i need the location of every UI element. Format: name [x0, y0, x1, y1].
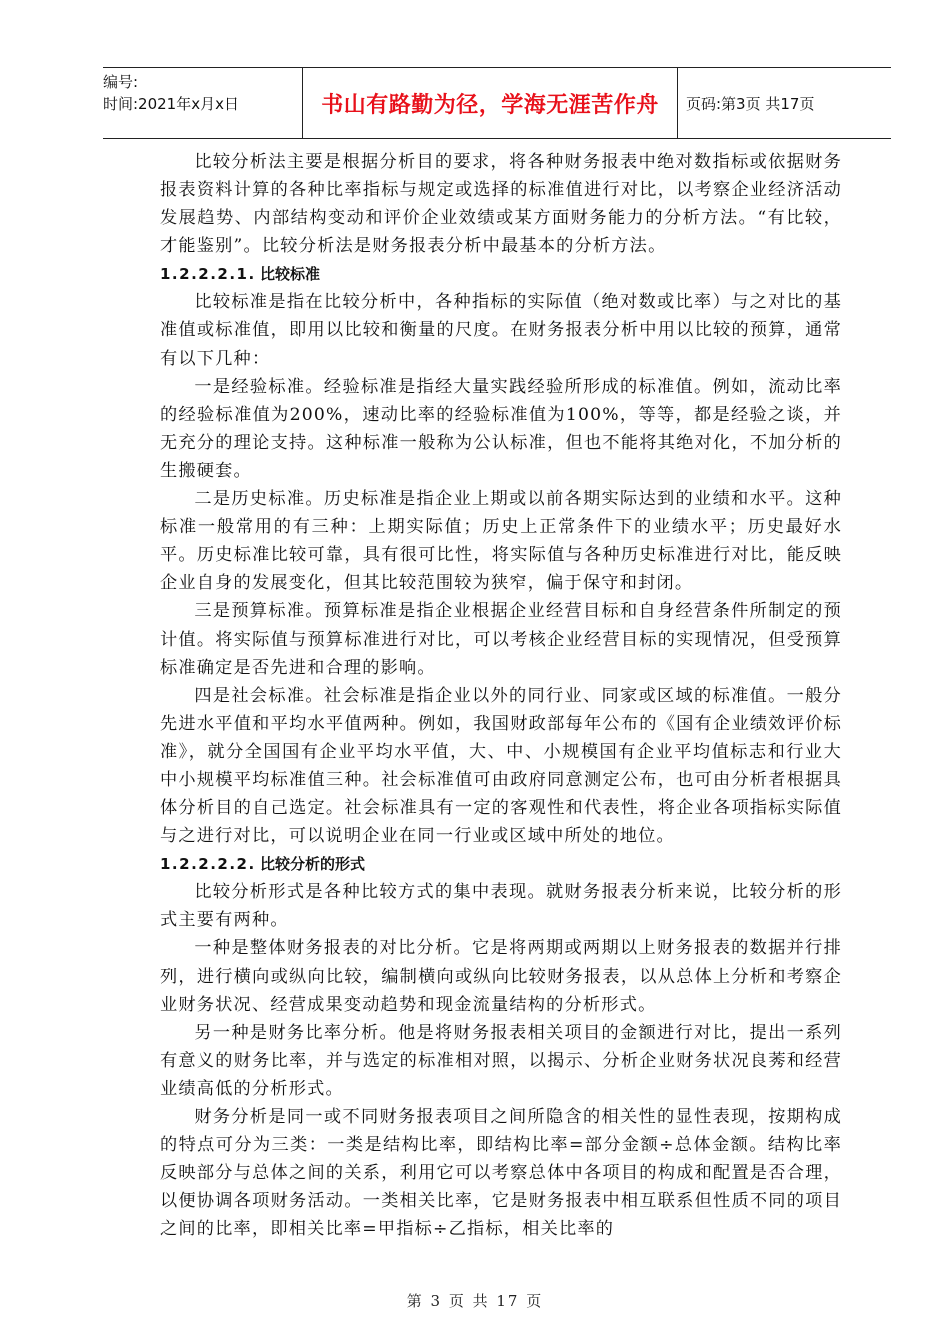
paragraph: 比较分析形式是各种比较方式的集中表现。就财务报表分析来说，比较分析的形式主要有两种。: [160, 882, 842, 931]
paragraph: 四是社会标准。社会标准是指企业以外的同行业、同家或区域的标准值。一般分先进水平值和平均水平值两种。例如，我国财政部每年公布的《国有企业绩效评价标准》，就分全国国有企业平均水平值，大、中、小规模国有企业平均值标志和行业大中小规模平均标准值三种。社会标准值可由政府同意测定公布，也可由分析者根据具体分析目的自己选定。社会标准具有一定的客观性和代表性，将企业各项指标实际值与之进行对比，可以说明企业在同一行业或区域中所处的地位。: [160, 685, 842, 847]
page-header: [103, 67, 891, 139]
header-page-info: 页码:第3页 共17页: [686, 94, 815, 113]
section-title: 比较标准: [260, 265, 321, 284]
paragraph: 财务分析是同一或不同财务报表项目之间所隐含的相关性的显性表现，按期构成的特点可分为三类：一类是结构比率，即结构比率=部分金额÷总体金额。结构比率反映部分与总体之间的关系，利用它可以考察总体中各项目的构成和配置是否合理，以便协调各项财务活动。一类相关比率，它是财务报表中相互联系但性质不同的项目之间的比率，即相关比率=甲指标÷乙指标，相关比率的: [160, 1107, 842, 1240]
document-number-label: 编号:: [103, 73, 139, 91]
paragraph: 比较分析法主要是根据分析目的要求，将各种财务报表中绝对数指标或依据财务报表资料计算的各种比率指标与规定或选择的标准值进行对比，以考察企业经济活动发展趋势、内部结构变动和评价企业效绩或某方面财务能力的分析方法。“有比较，才能鉴别”。比较分析法是财务报表分析中最基本的分析方法。: [160, 152, 842, 257]
paragraph: 一种是整体财务报表的对比分析。它是将两期或两期以上财务报表的数据并行排列，进行横向或纵向比较，编制横向或纵向比较财务报表，以从总体上分析和考察企业财务状况、经营成果变动趋势和现金流量结构的分析形式。: [160, 938, 842, 1015]
header-meta: [103, 68, 303, 138]
section-heading: [160, 260, 842, 288]
paragraph: 二是历史标准。历史标准是指企业上期或以前各期实际达到的业绩和水平。这种标准一般常用的有三种：上期实际值；历史上正常条件下的业绩水平；历史最好水平。历史标准比较可靠，具有很可比性，将实际值与各种历史标准进行对比，能反映企业自身的发展变化，但其比较范围较为狭窄，偏于保守和封闭。: [160, 489, 842, 594]
section-heading: [160, 850, 842, 878]
document-time-label: 时间:2021年x月x日: [103, 95, 239, 113]
paragraph: 另一种是财务比率分析。他是将财务报表相关项目的金额进行对比，提出一系列有意义的财务比率，并与选定的标准相对照，以揭示、分析企业财务状况良莠和经营业绩高低的分析形式。: [160, 1022, 842, 1099]
page-footer: 第 3 页 共 17 页: [406, 1292, 544, 1310]
document-body: [160, 148, 842, 1243]
section-number: 1.2.2.2.2.: [160, 855, 256, 874]
paragraph: 比较标准是指在比较分析中，各种指标的实际值（绝对数或比率）与之对比的基准值或标准值，即用以比较和衡量的尺度。在财务报表分析中用以比较的预算，通常有以下几种：: [160, 292, 842, 369]
paragraph: 一是经验标准。经验标准是指经大量实践经验所形成的标准值。例如，流动比率的经验标准值为200%，速动比率的经验标准值为100%，等等，都是经验之谈，并无充分的理论支持。这种标准一般称为公认标准，但也不能将其绝对化，不加分析的生搬硬套。: [160, 376, 842, 481]
header-slogan: 书山有路勤为径，学海无涯苦作舟: [303, 68, 678, 138]
section-title: 比较分析的形式: [260, 855, 366, 874]
paragraph: 三是预算标准。预算标准是指企业根据企业经营目标和自身经营条件所制定的预计值。将实际值与预算标准进行对比，可以考核企业经营目标的实现情况，但受预算标准确定是否先进和合理的影响。: [160, 601, 842, 678]
section-number: 1.2.2.2.1.: [160, 265, 256, 284]
